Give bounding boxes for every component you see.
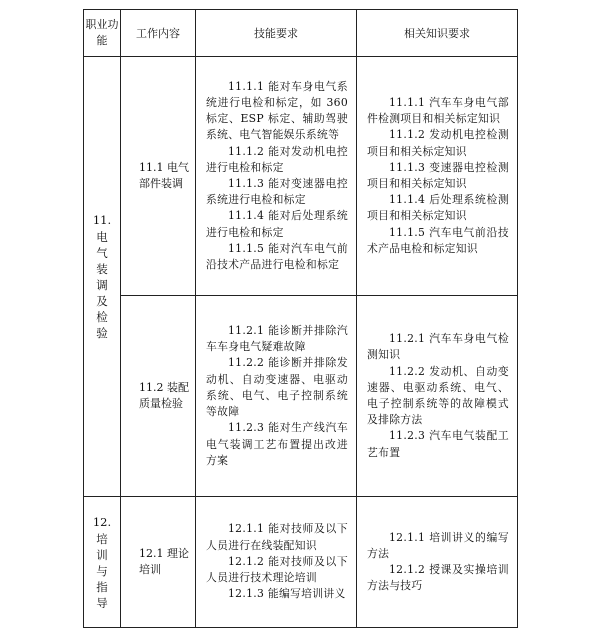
function-number: 12. — [92, 514, 112, 529]
header-knowledge: 相关知识要求 — [357, 10, 518, 57]
work-content: 12.1 理论培训 — [121, 497, 196, 628]
header-function: 职业功能 — [84, 10, 121, 57]
knowledge-item: 12.1.1 培训讲义的编写方法 — [367, 530, 509, 560]
header-work: 工作内容 — [121, 10, 196, 57]
knowledge-item: 12.1.2 授课及实操培训方法与技巧 — [367, 563, 509, 593]
knowledge-item: 11.2.2 发动机、自动变速器、电驱动系统、电气、电子控制系统等的故障模式及排除方法 — [367, 364, 509, 427]
function-name: 培训与指导 — [96, 531, 108, 610]
header-row — [84, 10, 518, 57]
knowledge-item: 11.1.4 后处理系统检测项目和相关标定知识 — [367, 193, 509, 223]
skill-item: 12.1.3 能编写培训讲义 — [228, 587, 346, 601]
skill-cell — [196, 296, 357, 497]
skill-item: 11.1.1 能对车身电气系统进行电检和标定，如 360 标定、ESP 标定、辅助驾驶系统、电气智能娱乐系统等 — [206, 79, 348, 142]
function-cell — [84, 497, 121, 628]
skill-item: 11.1.4 能对后处理系统进行电检和标定 — [206, 209, 348, 239]
skill-item: 12.1.2 能对技师及以下人员进行技术理论培训 — [206, 554, 348, 585]
skill-requirements-table — [83, 9, 518, 628]
knowledge-item: 11.2.3 汽车电气装配工艺布置 — [367, 429, 509, 459]
function-name: 电气装调及检验 — [96, 230, 108, 340]
skill-cell — [196, 57, 357, 296]
knowledge-cell — [357, 497, 518, 628]
work-content: 11.2 装配质量检验 — [121, 296, 196, 497]
skill-item: 11.2.3 能对生产线汽车电气装调工艺布置提出改进方案 — [206, 421, 348, 467]
knowledge-item: 11.1.3 变速器电控检测项目和相关标定知识 — [367, 160, 509, 190]
table-row — [84, 57, 518, 296]
skill-cell — [196, 497, 357, 628]
skill-item: 11.1.5 能对汽车电气前沿技术产品进行电检和标定 — [206, 241, 348, 272]
knowledge-cell — [357, 57, 518, 296]
skill-item: 11.1.2 能对发动机电控进行电检和标定 — [206, 144, 348, 174]
table-row — [84, 497, 518, 628]
function-cell — [84, 57, 121, 497]
knowledge-item: 11.1.1 汽车车身电气部件检测项目和相关标定知识 — [367, 95, 509, 126]
function-number: 11. — [92, 213, 112, 227]
knowledge-item: 11.1.2 发动机电控检测项目和相关标定知识 — [367, 128, 509, 158]
table-row — [84, 296, 518, 497]
skill-item: 11.1.3 能对变速器电控系统进行电检和标定 — [206, 177, 348, 207]
skill-item: 11.2.2 能诊断并排除发动机、自动变速器、电驱动系统、电气、电子控制系统等故障 — [206, 356, 348, 419]
knowledge-item: 11.2.1 汽车车身电气检测知识 — [367, 332, 509, 362]
knowledge-cell — [357, 296, 518, 497]
skill-item: 12.1.1 能对技师及以下人员进行在线装配知识 — [206, 522, 348, 552]
knowledge-item: 11.1.5 汽车电气前沿技术产品电检和标定知识 — [367, 225, 509, 255]
work-content: 11.1 电气部件装调 — [121, 57, 196, 296]
skill-item: 11.2.1 能诊断并排除汽车车身电气疑难故障 — [206, 324, 348, 354]
header-skill: 技能要求 — [196, 10, 357, 57]
